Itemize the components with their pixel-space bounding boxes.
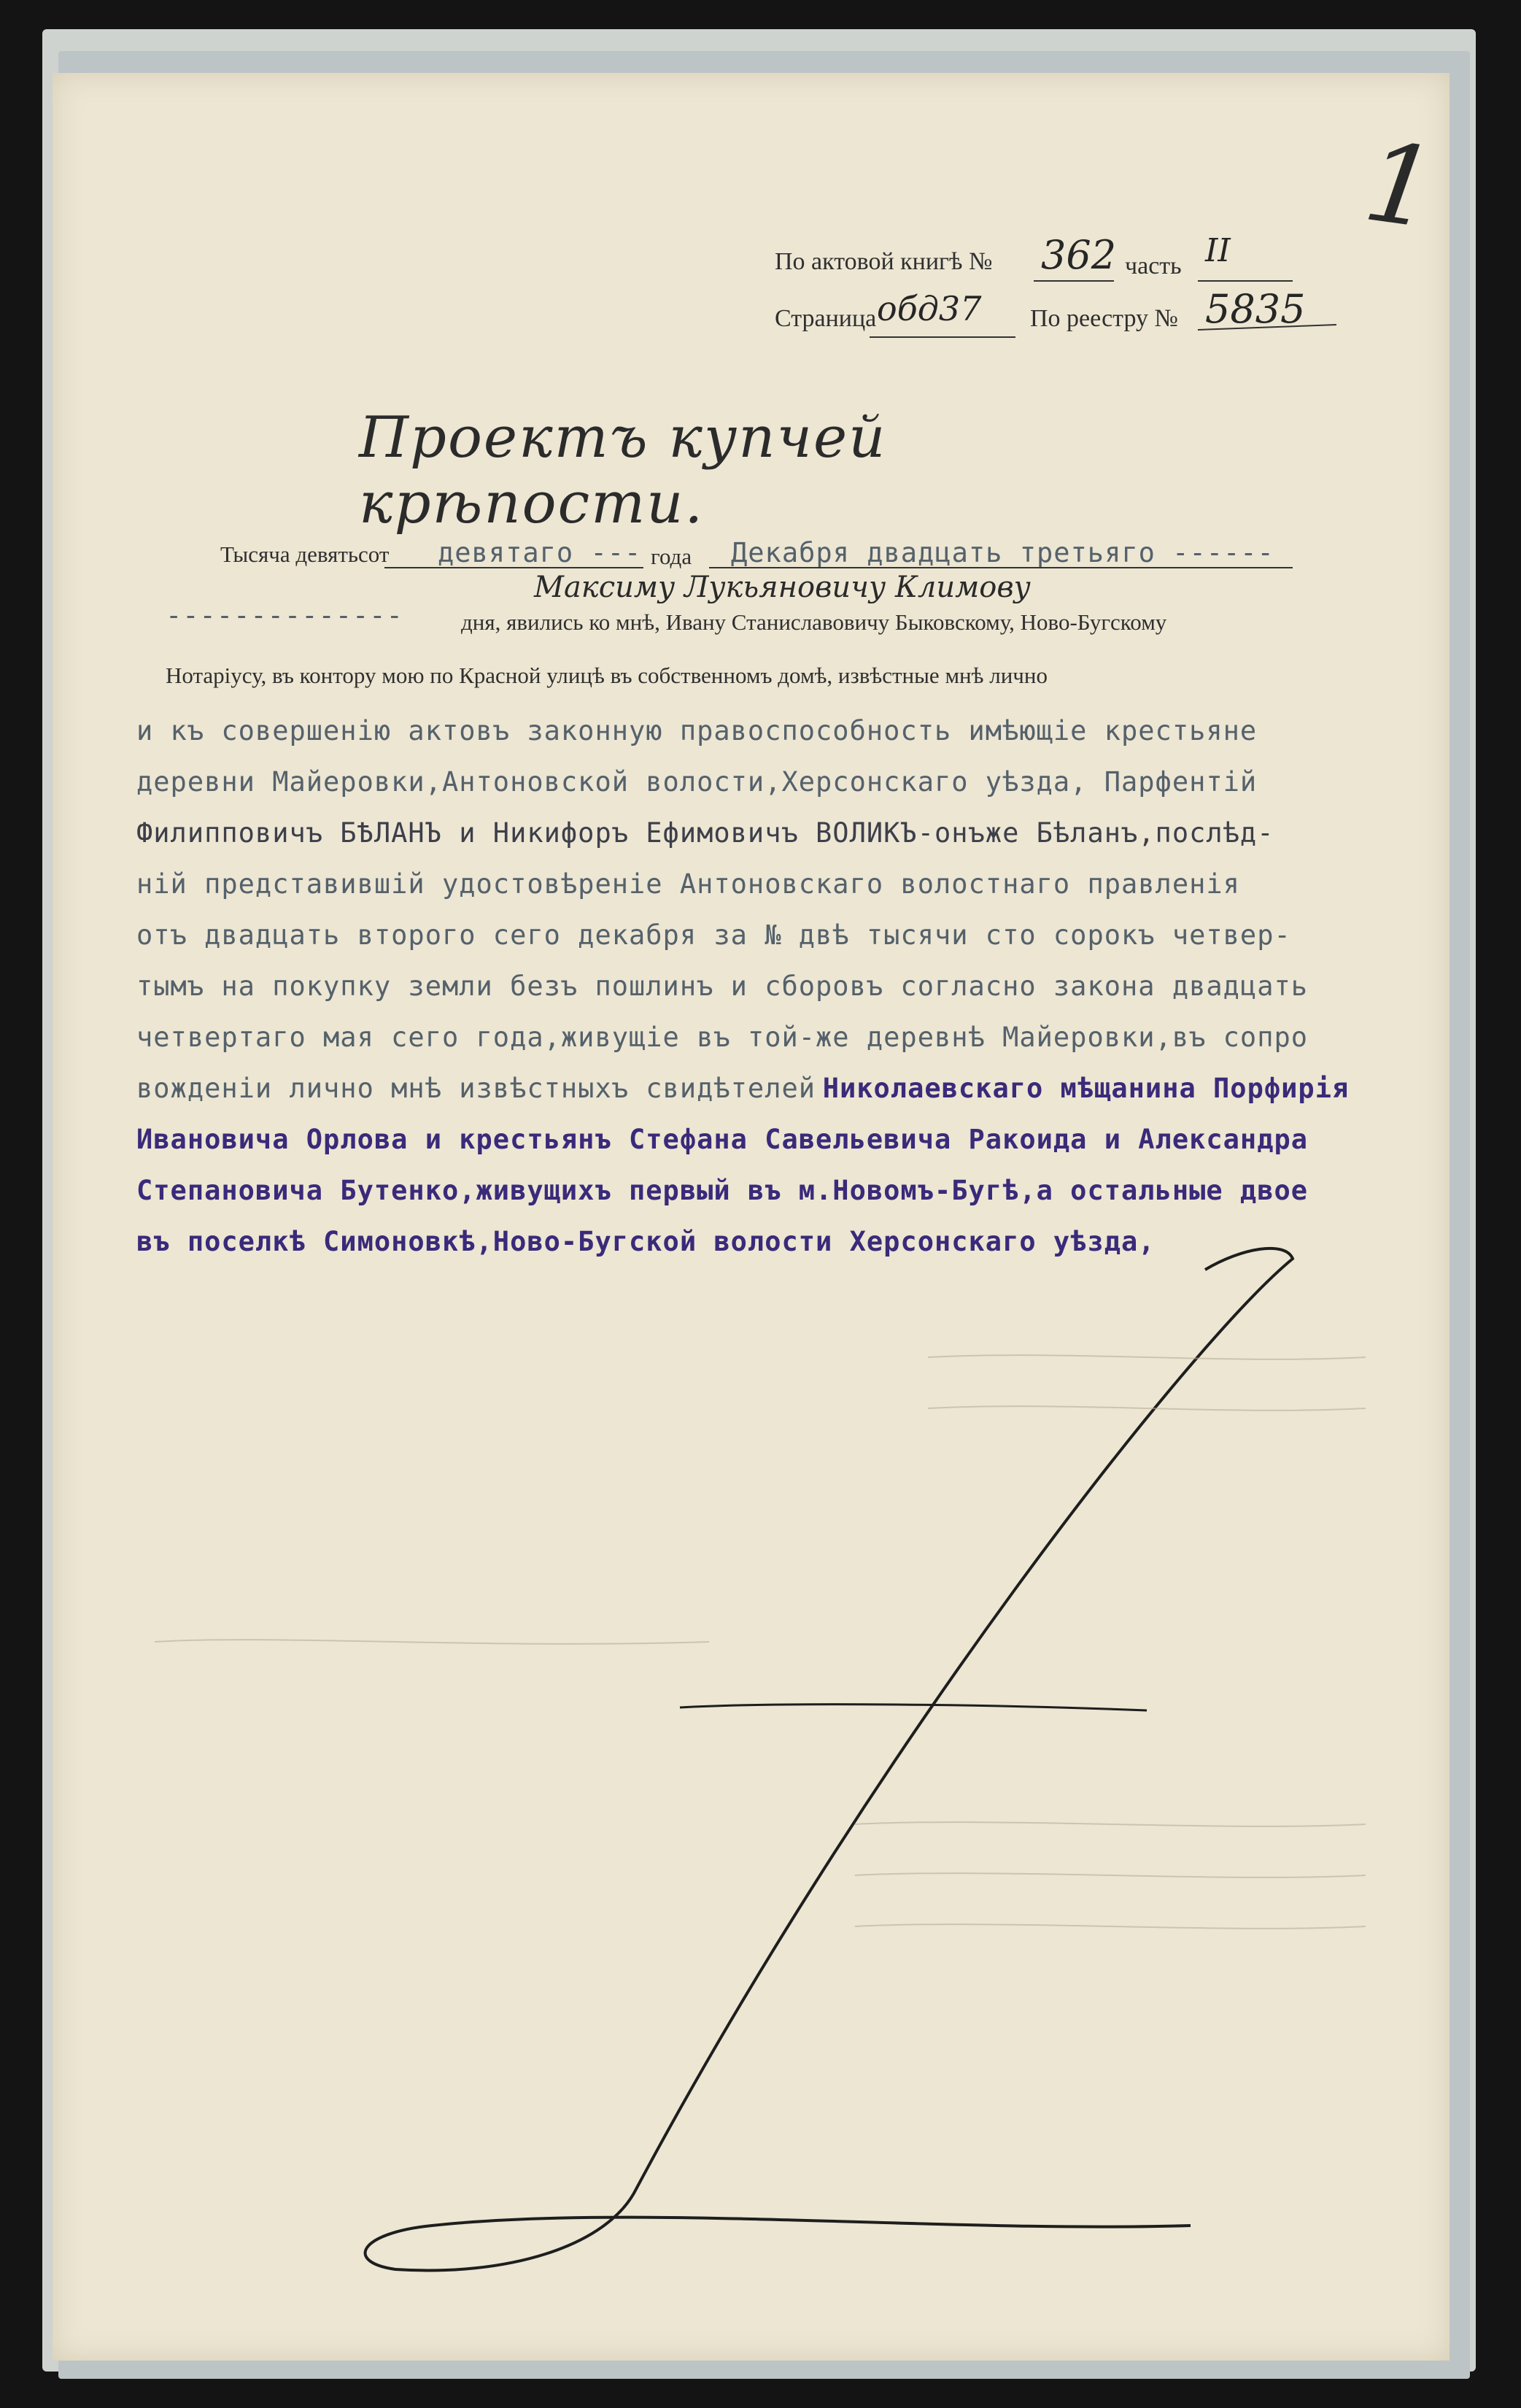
- violet-line-2: Степановича Бутенко,живущихъ первый въ м.Новомъ-Бугѣ,а остальные двое: [136, 1175, 1309, 1206]
- typed-line-1: и къ совершенію актовъ законную правоспособность имѣющіе крестьяне: [136, 715, 1258, 746]
- book-label: По актовой книгѣ №: [775, 248, 993, 275]
- handwritten-insert: Максиму Лукьяновичу Климову: [534, 571, 1031, 604]
- witness-violet: Николаевскаго мѣщанина Порфирія: [822, 1073, 1350, 1104]
- cancel-stroke: [365, 1249, 1293, 2271]
- part-value: II: [1205, 232, 1231, 269]
- cross-stroke: [680, 1705, 1147, 1710]
- part-label: часть: [1125, 252, 1182, 279]
- registry-label: По реестру №: [1030, 305, 1178, 332]
- dash-fill: --------------: [166, 600, 403, 631]
- notary-line: Нотаріусу, въ контору мою по Красной улицѣ въ собственномъ домѣ, извѣстные мнѣ лично: [166, 663, 1048, 688]
- date-typed: Декабря двадцать третьяго ------: [731, 537, 1274, 568]
- violet-line-1: Ивановича Орлова и крестьянъ Стефана Савельевича Ракоида и Александра: [136, 1124, 1309, 1155]
- violet-line-3: въ поселкѣ Симоновкѣ,Ново-Бугской волости Херсонскаго уѣзда,: [136, 1226, 1156, 1257]
- appeared-line: дня, явились ко мнѣ, Ивану Станиславовичу Быковскому, Ново-Бугскому: [461, 609, 1167, 635]
- document-page: [53, 73, 1450, 2361]
- book-number: 362: [1041, 232, 1117, 278]
- year-typed: девятаго ---: [438, 537, 642, 568]
- page-value: обд37: [877, 289, 982, 328]
- ink-marks: [53, 73, 1450, 2361]
- typed-line-6: тымъ на покупку земли безъ пошлинъ и сборовъ согласно закона двадцать: [136, 970, 1309, 1002]
- typed-line-5: отъ двадцать второго сего декабря за № двѣ тысячи сто сорокъ четвер-: [136, 919, 1291, 951]
- year-prefix: Тысяча девятьсот: [220, 541, 390, 567]
- goda-label: года: [651, 544, 692, 569]
- typed-line-3: Филипповичъ БѢЛАНЪ и Никифоръ Ефимовичъ ВОЛИКЪ-онъже Бѣланъ,послѣд-: [136, 817, 1274, 849]
- sheet-number: 1: [1357, 118, 1444, 254]
- typed-line-7: четвертаго мая сего года,живущіе въ той-же деревнѣ Майеровки,въ сопро: [136, 1022, 1309, 1053]
- witness-gray: вожденіи лично мнѣ извѣстныхъ свидѣтелей: [136, 1073, 816, 1104]
- page-label: Страница: [775, 305, 877, 332]
- document-title: Проектъ купчей крѣпости.: [359, 405, 887, 536]
- typed-line-4: ній представившій удостовѣреніе Антоновскаго волостнаго правленія: [136, 868, 1240, 900]
- typed-line-2: деревни Майеровки,Антоновской волости,Херсонскаго уѣзда, Парфентій: [136, 766, 1258, 798]
- registry-value: 5835: [1205, 286, 1306, 332]
